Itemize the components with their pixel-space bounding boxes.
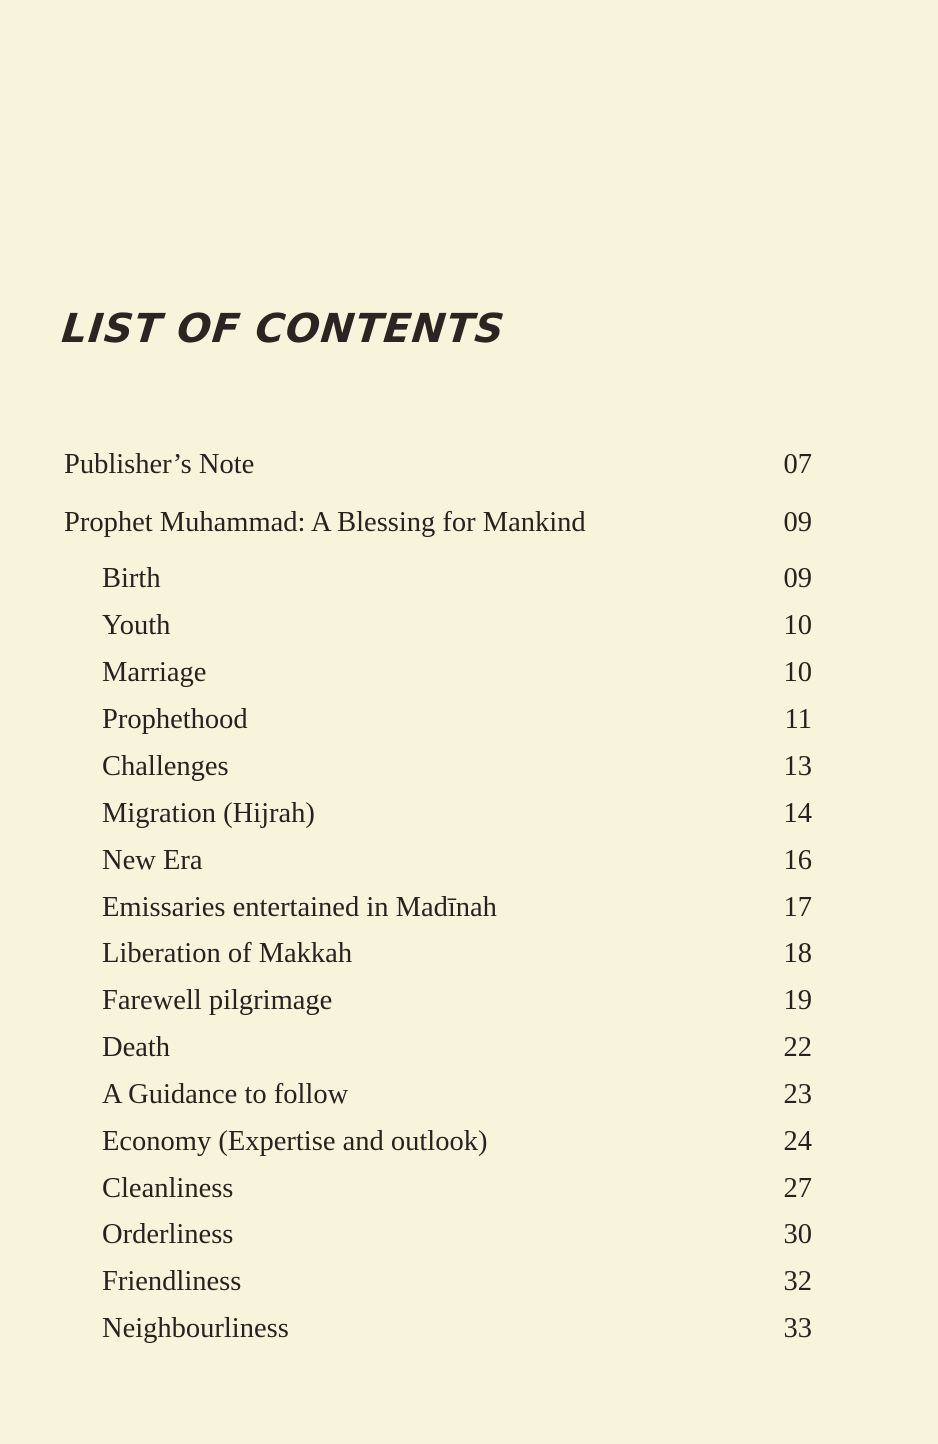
toc-entry-label: Economy (Expertise and outlook) xyxy=(102,1126,488,1157)
toc-entry-page: 22 xyxy=(783,1032,812,1063)
toc-entry-label: Marriage xyxy=(102,657,207,688)
toc-entry xyxy=(0,843,938,879)
toc-entry-label: Friendliness xyxy=(102,1266,242,1297)
toc-entry-label: Death xyxy=(102,1032,171,1063)
toc-entry-page: 16 xyxy=(783,845,812,876)
toc-entry xyxy=(0,702,938,738)
toc-entry-label: Migration (Hijrah) xyxy=(102,798,315,829)
toc-entry-page: 32 xyxy=(783,1266,812,1297)
toc-entry xyxy=(0,1077,938,1113)
toc-entry-page: 13 xyxy=(783,751,812,782)
toc-entry-label: Publisher’s Note xyxy=(64,449,255,480)
toc-entry-page: 10 xyxy=(783,657,812,688)
toc-entry xyxy=(0,561,938,597)
toc-entry-label: Liberation of Makkah xyxy=(102,938,353,969)
toc-entry xyxy=(0,1030,938,1066)
toc-entry-label: Orderliness xyxy=(102,1219,234,1250)
toc-entry xyxy=(0,1264,938,1300)
toc-entry-label: Farewell pilgrimage xyxy=(102,985,333,1016)
toc-entry-label: New Era xyxy=(102,845,203,876)
page-title: LIST OF CONTENTS xyxy=(59,306,508,352)
toc-entry xyxy=(0,447,938,483)
toc-entry-page: 10 xyxy=(783,610,812,641)
toc-entry xyxy=(0,890,938,926)
toc-entry-label: Prophethood xyxy=(102,704,248,735)
toc-entry xyxy=(0,983,938,1019)
toc-entry-label: Emissaries entertained in Madīnah xyxy=(102,892,497,923)
toc-entry-label: A Guidance to follow xyxy=(102,1079,349,1110)
toc-entry-page: 19 xyxy=(783,985,812,1016)
toc-entry-page: 33 xyxy=(783,1313,812,1344)
toc-entry xyxy=(0,1217,938,1253)
toc-entry-label: Youth xyxy=(102,610,171,641)
toc-entry xyxy=(0,655,938,691)
toc-entry-label: Challenges xyxy=(102,751,229,782)
toc-entry xyxy=(0,1171,938,1207)
toc-entry-page: 14 xyxy=(783,798,812,829)
toc-entry-page: 24 xyxy=(783,1126,812,1157)
toc-entry xyxy=(0,749,938,785)
toc-entry xyxy=(0,1124,938,1160)
toc-entry xyxy=(0,505,938,541)
toc-entry-page: 11 xyxy=(784,704,812,735)
toc-entry xyxy=(0,1311,938,1347)
toc-entry xyxy=(0,936,938,972)
toc-entry-page: 09 xyxy=(783,563,812,594)
toc-entry-page: 17 xyxy=(783,892,812,923)
toc-entry-label: Neighbourliness xyxy=(102,1313,289,1344)
toc-entry-page: 07 xyxy=(783,449,812,480)
toc-entry-page: 18 xyxy=(783,938,812,969)
toc-entry-page: 09 xyxy=(783,507,812,538)
toc-entry xyxy=(0,608,938,644)
toc-entry-page: 30 xyxy=(783,1219,812,1250)
toc-entry xyxy=(0,796,938,832)
toc-entry-label: Prophet Muhammad: A Blessing for Mankind xyxy=(64,507,586,538)
toc-entry-label: Cleanliness xyxy=(102,1173,234,1204)
toc-entry-label: Birth xyxy=(102,563,161,594)
toc-entry-page: 27 xyxy=(783,1173,812,1204)
toc-entry-page: 23 xyxy=(783,1079,812,1110)
